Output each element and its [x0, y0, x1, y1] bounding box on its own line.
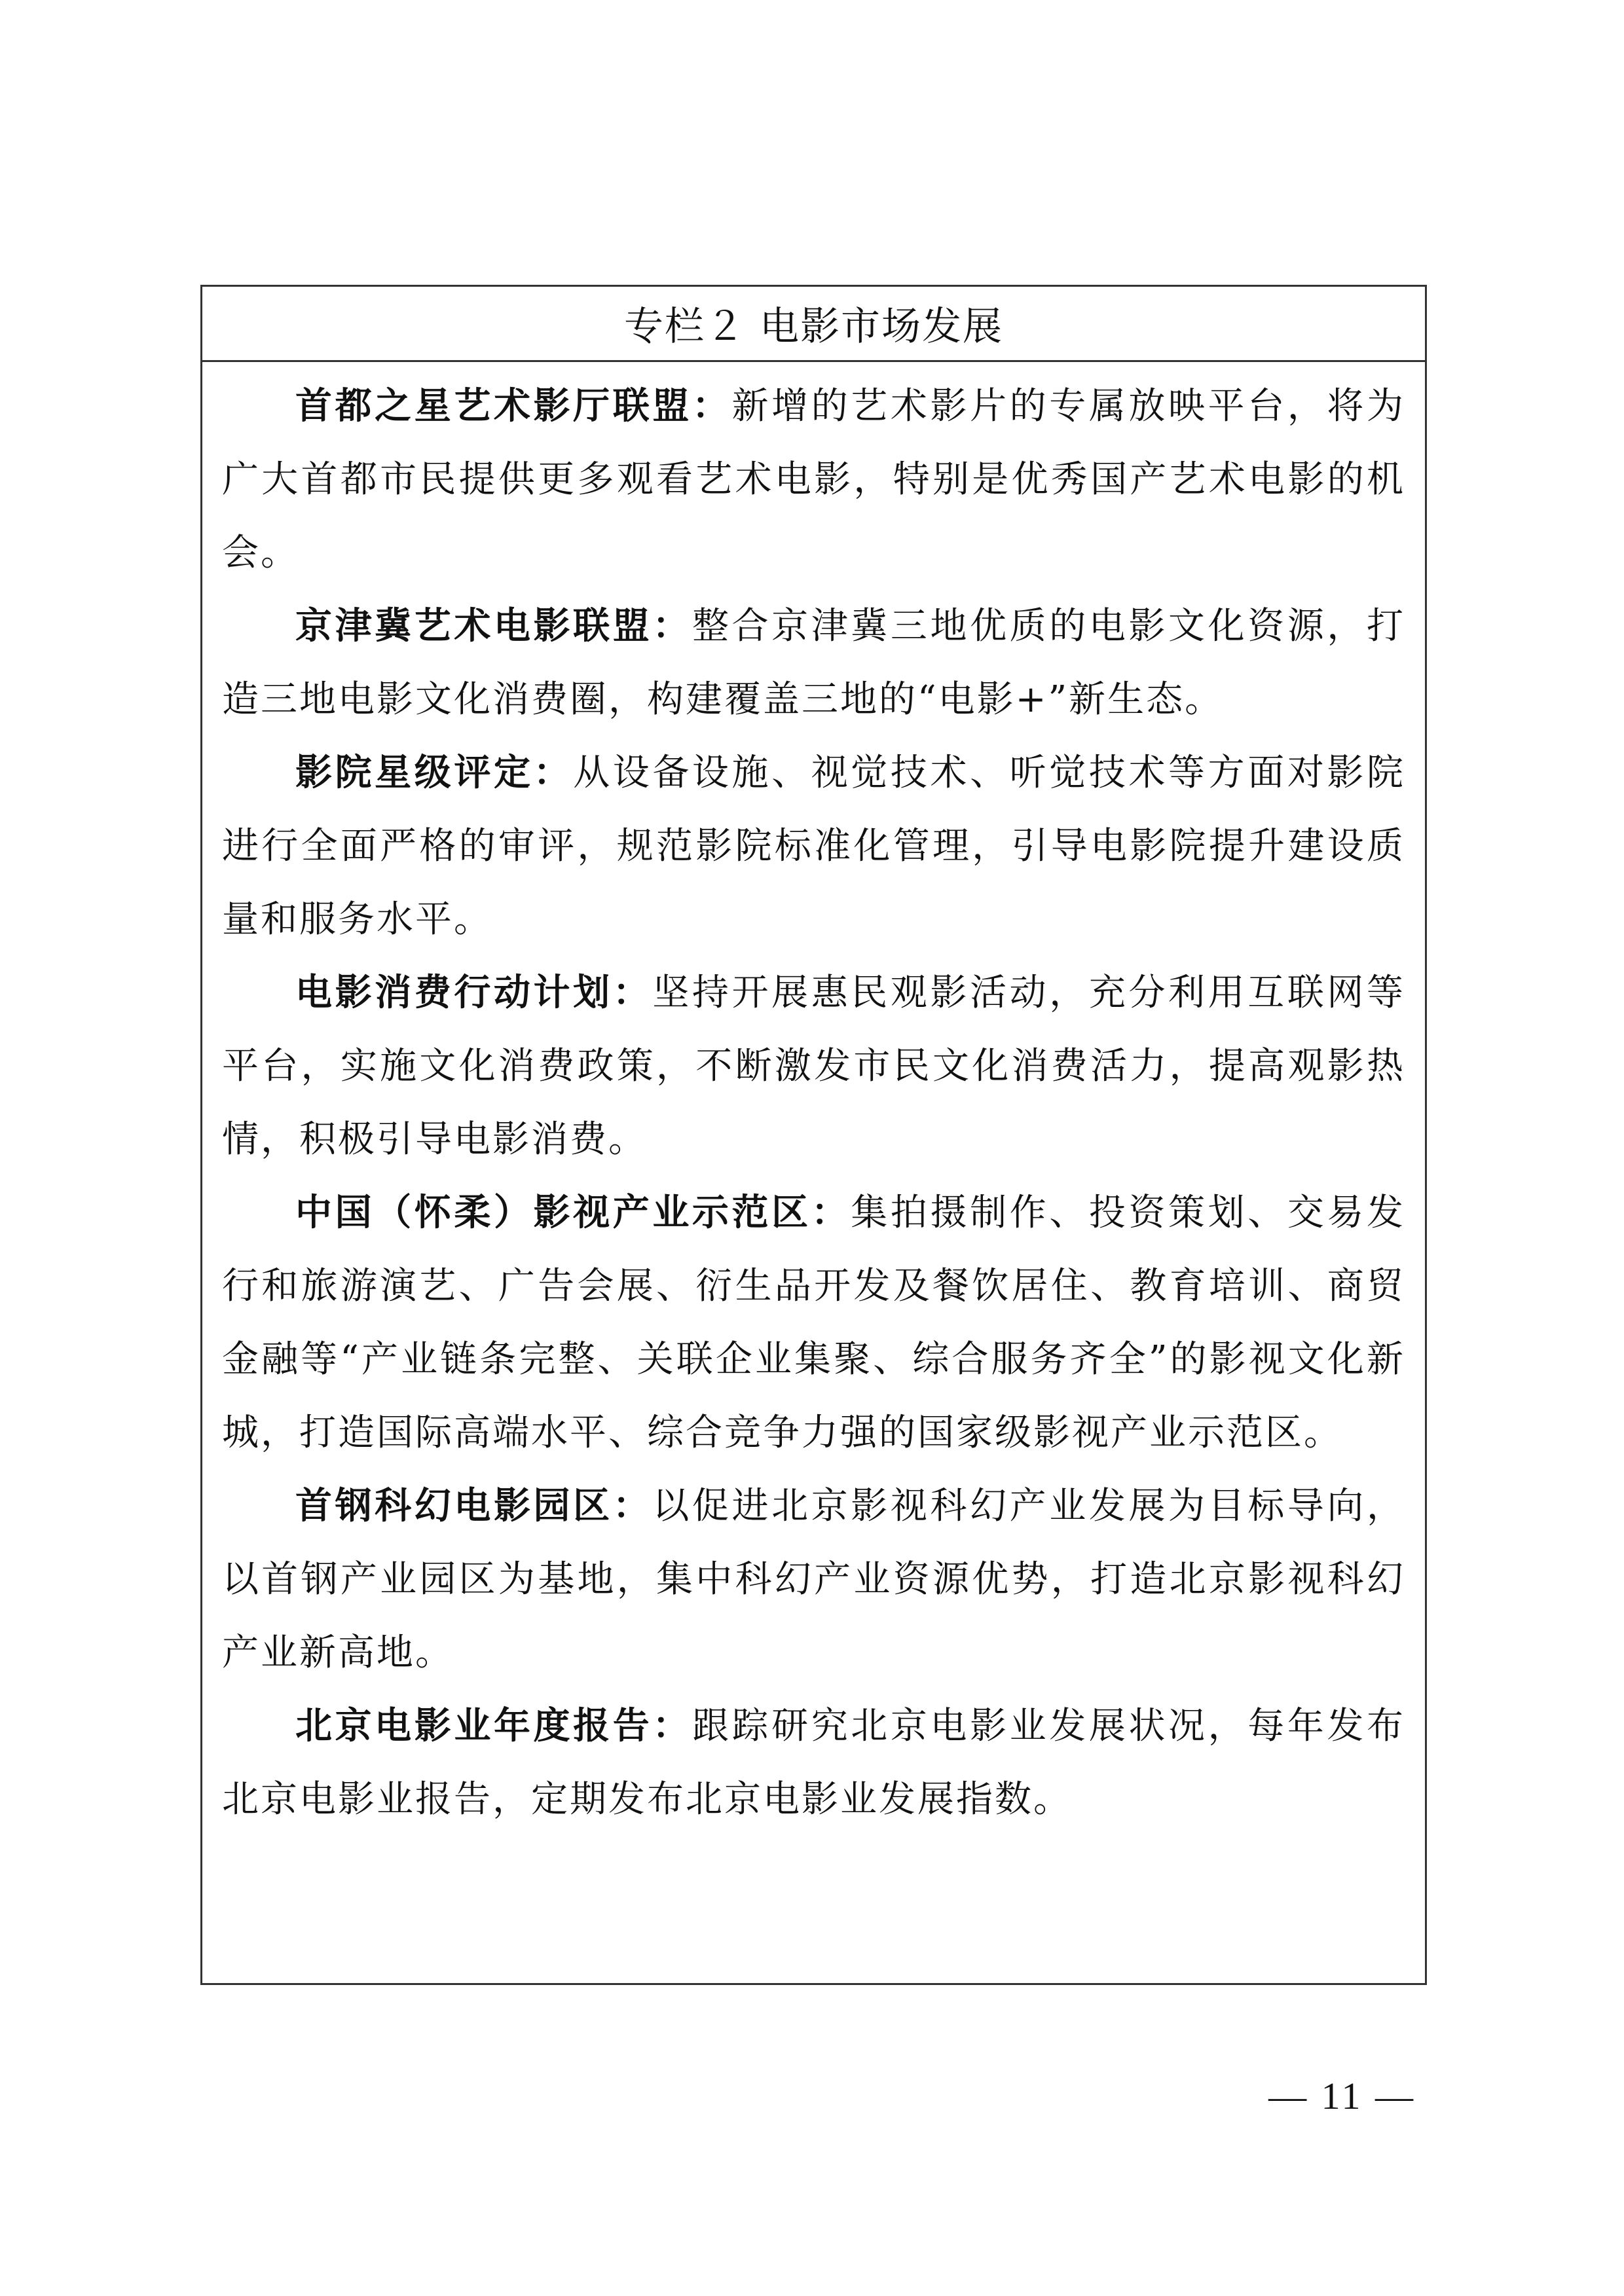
box-item	[222, 1176, 1405, 1470]
feature-box	[200, 285, 1427, 1985]
item-text: 新增的艺术影片的专属放映平台，将为广大首都市民提供更多观看艺术电影，特别是优秀国产艺术电影的机会。	[222, 385, 1406, 574]
item-text: 坚持开展惠民观影活动，充分利用互联网等平台，实施文化消费政策，不断激发市民文化消费活力，提高观影热情，积极引导电影消费。	[222, 972, 1406, 1161]
item-label: 影院星级评定：	[295, 752, 574, 794]
item-text: 整合京津冀三地优质的电影文化资源，打造三地电影文化消费圈，构建覆盖三地的“电影+”新生态。	[222, 605, 1406, 721]
box-item	[222, 590, 1405, 737]
item-label: 京津冀艺术电影联盟：	[295, 605, 692, 647]
page-number: — 11 —	[1268, 2075, 1416, 2117]
item-label: 电影消费行动计划：	[295, 972, 653, 1014]
box-item	[222, 957, 1405, 1176]
item-text: 以促进北京影视科幻产业发展为目标导向，以首钢产业园区为基地，集中科幻产业资源优势，打造北京影视科幻产业新高地。	[222, 1485, 1406, 1674]
box-body	[202, 362, 1425, 1836]
item-label: 中国（怀柔）影视产业示范区：	[295, 1192, 851, 1234]
box-item	[222, 1470, 1405, 1690]
item-text: 跟踪研究北京电影业发展状况，每年发布北京电影业报告，定期发布北京电影业发展指数。	[222, 1705, 1406, 1821]
item-label: 首钢科幻电影园区：	[295, 1485, 653, 1527]
box-item	[222, 1690, 1405, 1836]
box-item	[222, 370, 1405, 590]
item-text: 从设备设施、视觉技术、听觉技术等方面对影院进行全面严格的审评，规范影院标准化管理，引导电影院提升建设质量和服务水平。	[222, 752, 1406, 941]
item-label: 北京电影业年度报告：	[295, 1705, 692, 1747]
box-title: 专栏２ 电影市场发展	[202, 287, 1425, 362]
item-label: 首都之星艺术影厅联盟：	[295, 385, 732, 428]
item-text: 集拍摄制作、投资策划、交易发行和旅游演艺、广告会展、衍生品开发及餐饮居住、教育培训、商贸金融等“产业链条完整、关联企业集聚、综合服务齐全”的影视文化新城，打造国际高端水平、综合竞争力强的国家级影视产业示范区。	[222, 1192, 1406, 1454]
box-item	[222, 737, 1405, 957]
